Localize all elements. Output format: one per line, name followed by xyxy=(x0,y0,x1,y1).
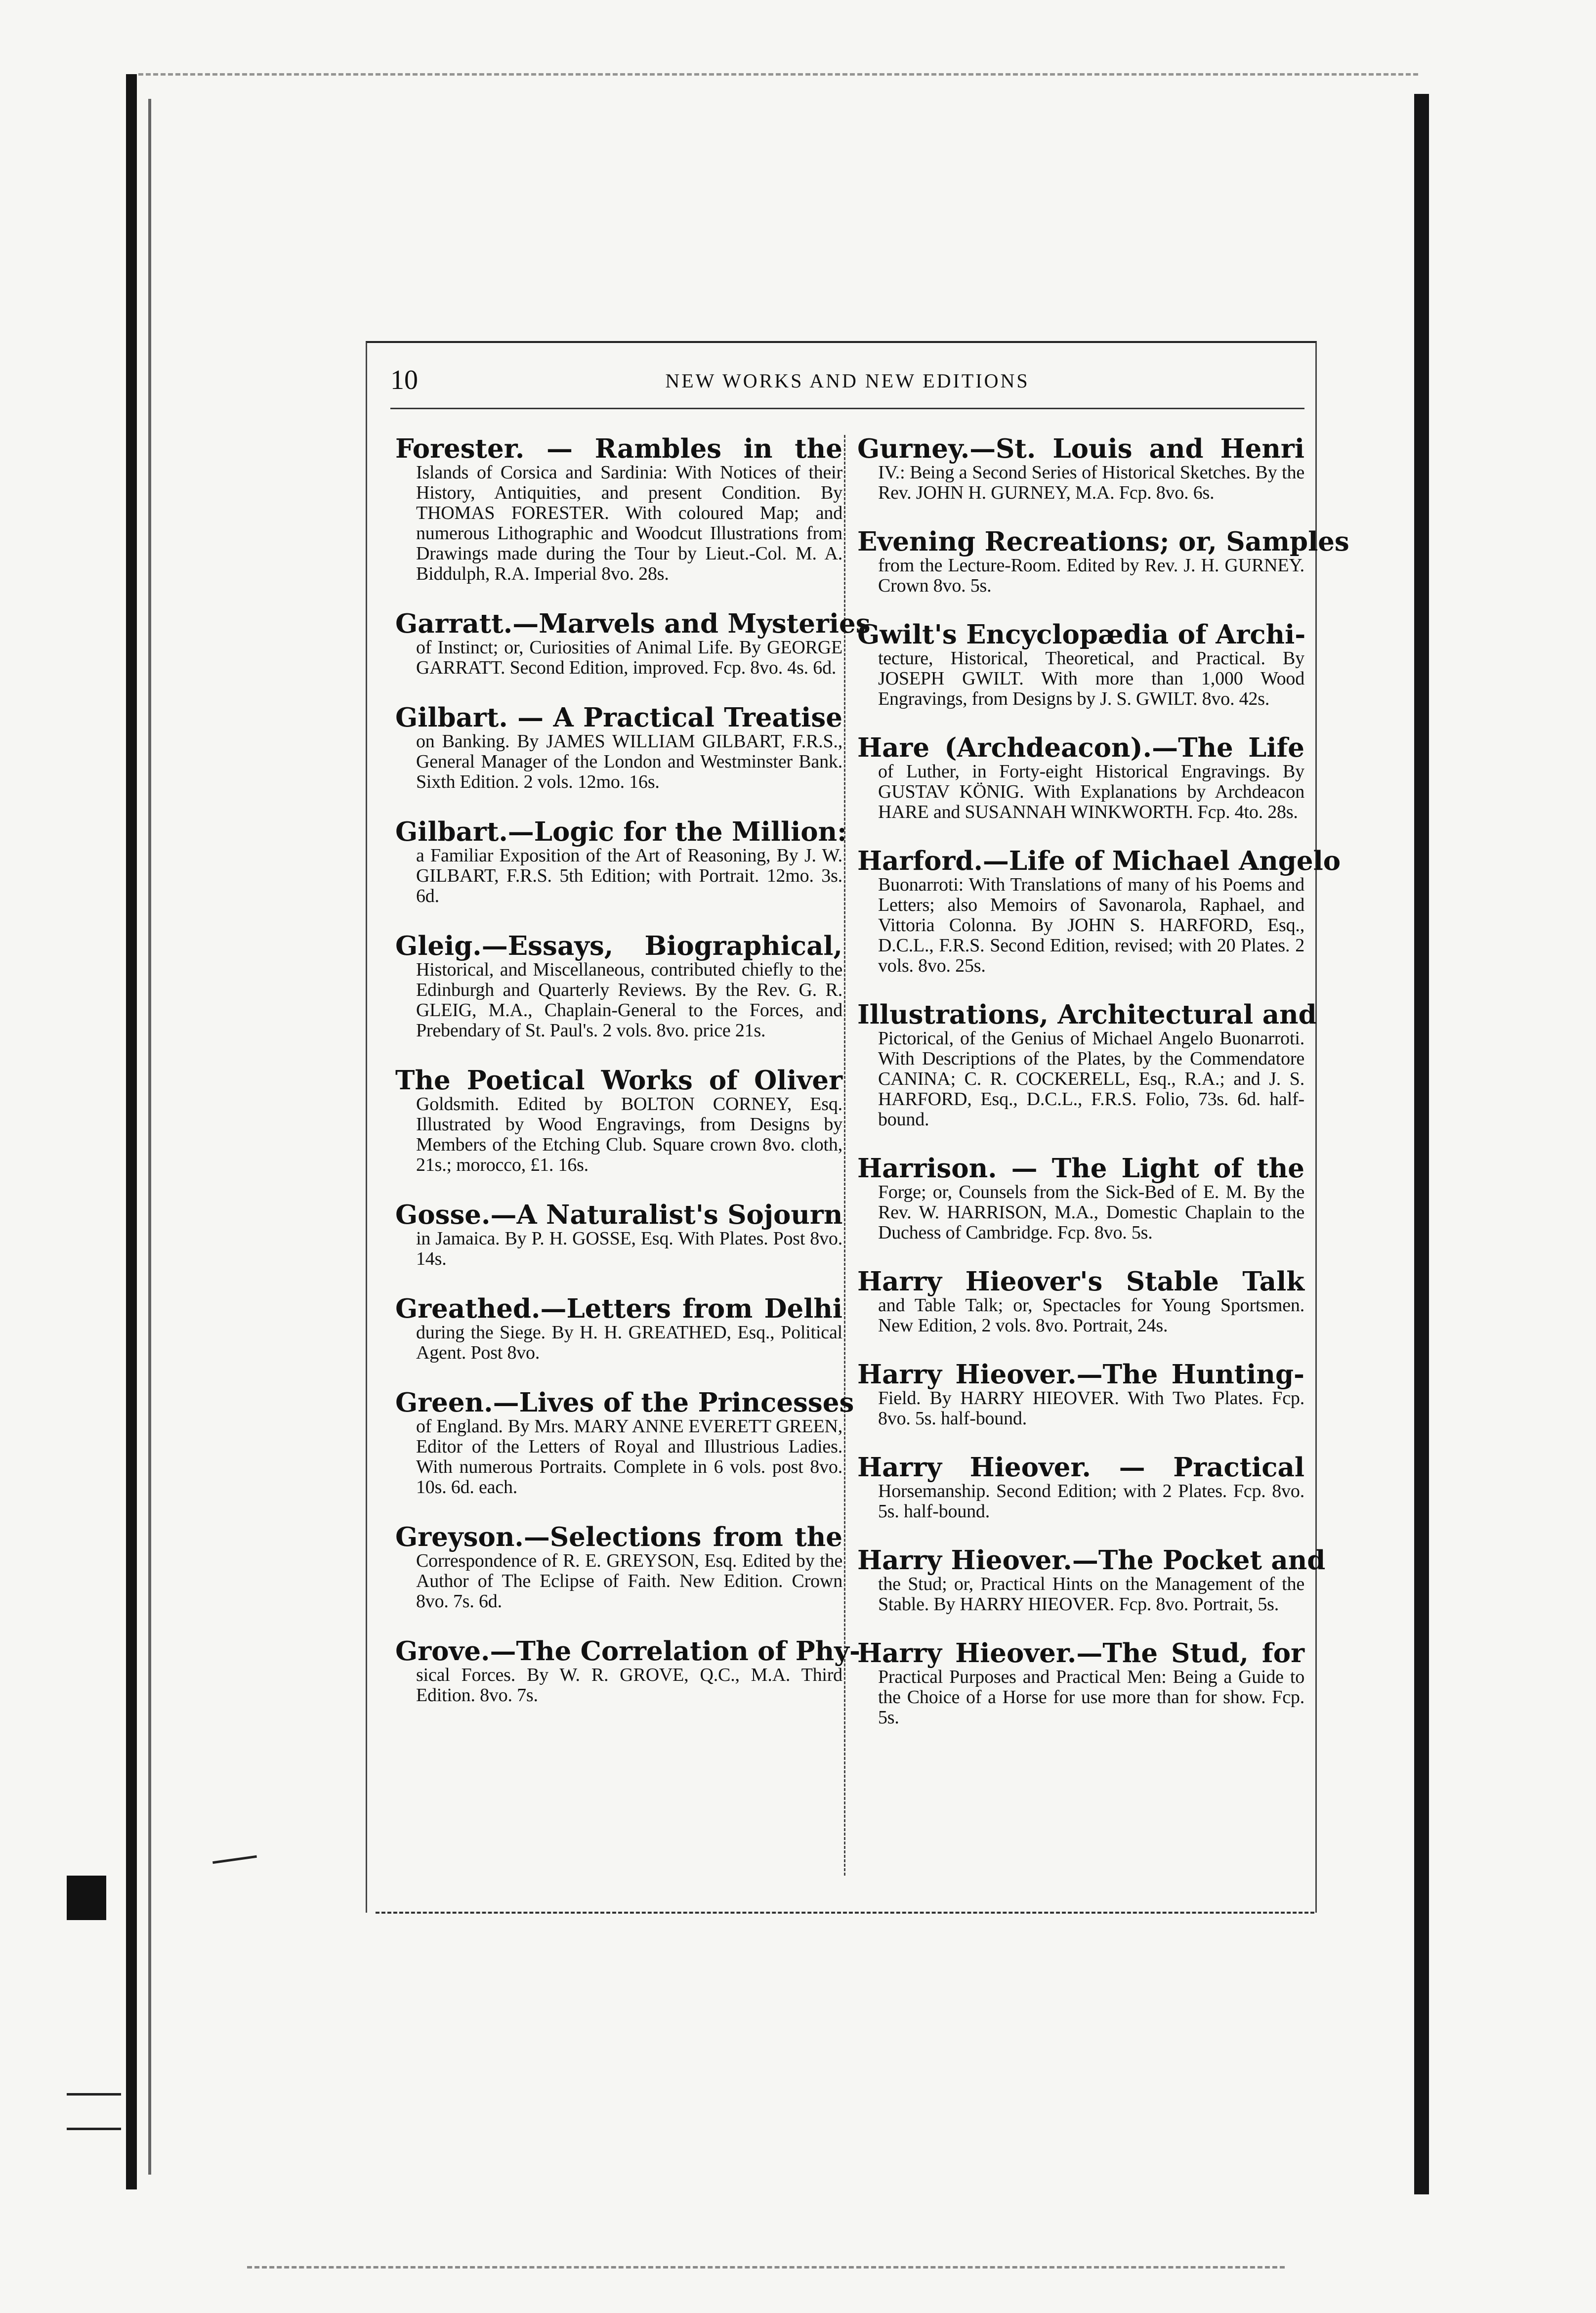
scan-edge-left xyxy=(126,74,137,2189)
entry-description: IV.: Being a Second Series of Historical Sketches. By the Rev. JOHN H. GURNEY, M.A. Fcp. 8vo. 6s. xyxy=(878,462,1304,503)
entry-title: Gwilt's Encyclopædia of Archi- xyxy=(857,619,1306,650)
entry-description: on Banking. By JAMES WILLIAM GILBART, F.R.S., General Manager of the London and Westminster Bank. Sixth Edition. 2 vols. 12mo. 16s. xyxy=(416,731,842,792)
entry-title: Grove.—The Correlation of Phy- xyxy=(395,1636,860,1667)
catalogue-entry xyxy=(857,846,1341,976)
entry-description: Correspondence of R. E. GREYSON, Esq. Edited by the Author of The Eclipse of Faith. New Edition. Crown 8vo. 7s. 6d. xyxy=(416,1550,842,1612)
page-frame-bottom-rule xyxy=(376,1912,1314,1914)
scan-tick-mark xyxy=(67,2128,121,2130)
catalogue-entry xyxy=(395,1636,860,1706)
catalogue-entry xyxy=(395,1387,854,1498)
entry-description: Islands of Corsica and Sardinia: With Notices of their History, Antiquities, and present Condition. By THOMAS FORESTER. With coloured Map; and numerous Lithographic and Woodcut Illustrations from Drawings made during the Tour by Lieut.-Col. M. A. Biddulph, R.A. Imperial 8vo. 28s. xyxy=(416,462,842,584)
entry-description: of Luther, in Forty-eight Historical Engravings. By GUSTAV KÖNIG. With Explanations by Archdeacon HARE and SUSANNAH WINKWORTH. Fcp. 4to. 28s. xyxy=(878,761,1304,822)
catalogue-entry xyxy=(857,435,1304,503)
catalogue-entry xyxy=(395,1523,842,1612)
entry-title: Greyson.—Selections from the xyxy=(395,1522,842,1552)
entry-title: Gilbart. — A Practical Treatise xyxy=(395,702,842,733)
entry-description: Field. By HARRY HIEOVER. With Two Plates. Fcp. 8vo. 5s. half-bound. xyxy=(878,1388,1304,1429)
entry-title: Evening Recreations; or, Samples xyxy=(857,526,1349,557)
entry-description: and Table Talk; or, Spectacles for Young Sportsmen. New Edition, 2 vols. 8vo. Portrait, 24s. xyxy=(878,1295,1304,1336)
entry-description: Horsemanship. Second Edition; with 2 Plates. Fcp. 8vo. 5s. half-bound. xyxy=(878,1481,1304,1522)
entry-description: of England. By Mrs. MARY ANNE EVERETT GREEN, Editor of the Letters of Royal and Illustrious Ladies. With numerous Portraits. Complete in 6 vols. post 8vo. 10s. 6d. each. xyxy=(416,1416,842,1498)
entry-description: the Stud; or, Practical Hints on the Management of the Stable. By HARRY HIEOVER. Fcp. 8vo. Portrait, 5s. xyxy=(878,1574,1304,1615)
entry-description: Pictorical, of the Genius of Michael Angelo Buonarroti. With Descriptions of the Plates, by the Commendatore CANINA; C. R. COCKERELL, Esq., R.A.; and J. S. HARFORD, Esq., D.C.L., F.R.S. Folio, 73s. 6d. half-bound. xyxy=(878,1028,1304,1130)
entry-title: Harry Hieover.—The Hunting- xyxy=(857,1359,1304,1390)
catalogue-entry xyxy=(857,1545,1326,1615)
entry-title: Garratt.—Marvels and Mysteries xyxy=(395,608,871,639)
entry-title: Harry Hieover's Stable Talk xyxy=(857,1266,1304,1297)
catalogue-entry xyxy=(857,1361,1304,1429)
entry-title: Gilbart.—Logic for the Million: xyxy=(395,816,847,847)
entry-title: Gurney.—St. Louis and Henri xyxy=(857,433,1304,464)
entry-title: Gleig.—Essays, Biographical, xyxy=(395,931,842,961)
entry-description: from the Lecture-Room. Edited by Rev. J. H. GURNEY. Crown 8vo. 5s. xyxy=(878,555,1304,596)
entry-title: Green.—Lives of the Princesses xyxy=(395,1387,854,1418)
scan-dash-bottom xyxy=(247,2266,1285,2269)
scan-tick-mark xyxy=(67,2093,121,2096)
page-header xyxy=(390,358,1304,409)
entry-description: in Jamaica. By P. H. GOSSE, Esq. With Plates. Post 8vo. 14s. xyxy=(416,1228,842,1269)
scan-tick-mark xyxy=(212,1855,257,1864)
catalogue-entry xyxy=(395,1295,842,1363)
entry-description: Buonarroti: With Translations of many of his Poems and Letters; also Memoirs of Savonarola, Raphael, and Vittoria Colonna. By JOHN S. HARFORD, Esq., D.C.L., F.R.S. Second Edition, revised; with 20 Plates. 2 vols. 8vo. 25s. xyxy=(878,874,1304,976)
entry-description: Forge; or, Counsels from the Sick-Bed of E. M. By the Rev. W. HARRISON, M.A., Domestic Chaplain to the Duchess of Cambridge. Fcp. 8vo. 5s. xyxy=(878,1182,1304,1243)
catalogue-entry xyxy=(857,1639,1304,1728)
entry-title: The Poetical Works of Oliver xyxy=(395,1065,842,1096)
entry-description: tecture, Historical, Theoretical, and Practical. By JOSEPH GWILT. With more than 1,000 Wood Engravings, from Designs by J. S. GWILT. 8vo. 42s. xyxy=(878,648,1304,709)
catalogue-entry xyxy=(395,1201,842,1269)
catalogue-entry xyxy=(395,816,847,906)
catalogue-entry xyxy=(395,1067,842,1175)
catalogue-entry xyxy=(395,932,842,1041)
entry-title: Harford.—Life of Michael Angelo xyxy=(857,846,1341,876)
entry-title: Harrison. — The Light of the xyxy=(857,1153,1304,1184)
entry-title: Forester. — Rambles in the xyxy=(395,433,842,464)
catalogue-entry xyxy=(395,704,842,792)
entry-description: a Familiar Exposition of the Art of Reasoning, By J. W. GILBART, F.R.S. 5th Edition; with Portrait. 12mo. 3s. 6d. xyxy=(416,845,842,906)
catalogue-entry xyxy=(857,1454,1304,1522)
scan-dash-top xyxy=(138,73,1418,76)
catalogue-entry xyxy=(857,734,1304,822)
entry-title: Harry Hieover.—The Stud, for xyxy=(857,1638,1304,1669)
entry-title: Harry Hieover. — Practical xyxy=(857,1452,1304,1483)
catalogue-entry xyxy=(395,435,842,584)
entry-title: Gosse.—A Naturalist's Sojourn xyxy=(395,1199,843,1230)
entry-description: Practical Purposes and Practical Men: Being a Guide to the Choice of a Horse for use more than for show. Fcp. 5s. xyxy=(878,1667,1304,1728)
entry-title: Hare (Archdeacon).—The Life xyxy=(857,732,1304,763)
entry-title: Harry Hieover.—The Pocket and xyxy=(857,1545,1326,1576)
catalogue-entry xyxy=(857,999,1317,1130)
entry-description: Goldsmith. Edited by BOLTON CORNEY, Esq. Illustrated by Wood Engravings, from Designs by Members of the Etching Club. Square crown 8vo. cloth, 21s.; morocco, £1. 16s. xyxy=(416,1094,842,1175)
entry-description: of Instinct; or, Curiosities of Animal Life. By GEORGE GARRATT. Second Edition, improved. Fcp. 8vo. 4s. 6d. xyxy=(416,637,842,678)
running-title: NEW WORKS AND NEW EDITIONS xyxy=(665,370,1030,392)
scan-edge-left-inner xyxy=(148,99,151,2175)
right-column xyxy=(857,433,1349,1728)
catalogue-entry xyxy=(857,1268,1304,1336)
page-number: 10 xyxy=(390,365,418,395)
entry-description: Historical, and Miscellaneous, contributed chiefly to the Edinburgh and Quarterly Reviews. By the Rev. G. R. GLEIG, M.A., Chaplain-General to the Forces, and Prebendary of St. Paul's. 2 vols. 8vo. price 21s. xyxy=(416,959,842,1041)
catalogue-entry xyxy=(395,608,871,678)
entry-description: sical Forces. By W. R. GROVE, Q.C., M.A. Third Edition. 8vo. 7s. xyxy=(416,1665,842,1706)
catalogue-entry xyxy=(857,1155,1304,1243)
catalogue-entry xyxy=(857,621,1304,709)
catalogue-entry xyxy=(857,526,1349,596)
entry-title: Illustrations, Architectural and xyxy=(857,999,1317,1030)
scan-ink-blot xyxy=(67,1876,106,1920)
left-column xyxy=(395,433,871,1706)
entry-description: during the Siege. By H. H. GREATHED, Esq., Political Agent. Post 8vo. xyxy=(416,1322,842,1363)
scan-edge-right xyxy=(1414,94,1429,2194)
entry-title: Greathed.—Letters from Delhi xyxy=(395,1293,842,1324)
